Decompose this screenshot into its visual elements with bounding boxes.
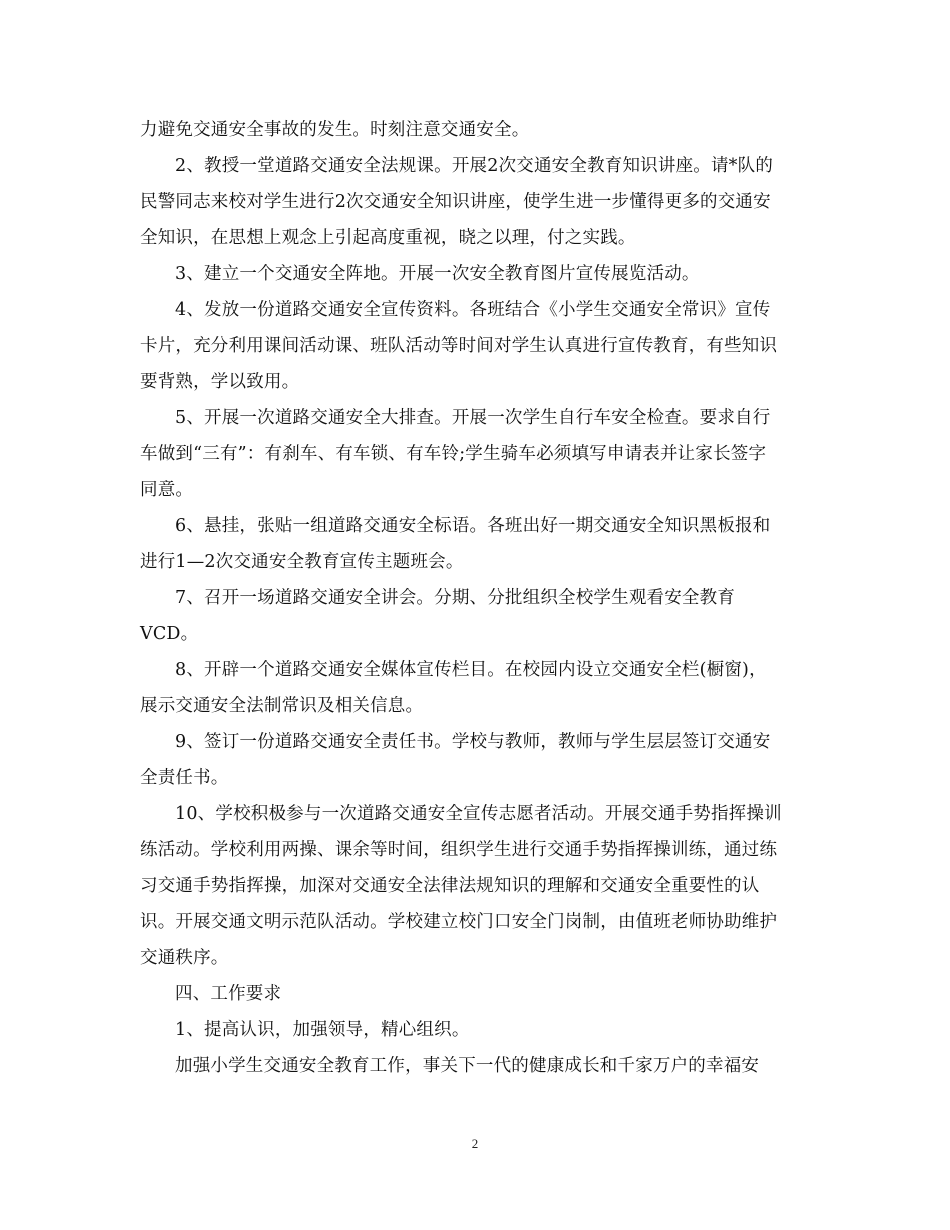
page-number: 2 — [471, 1136, 479, 1151]
paragraph-line: 全责任书。 — [140, 768, 229, 788]
paragraph — [140, 112, 810, 148]
paragraph — [140, 580, 810, 652]
paragraph-line: 进行1—2次交通安全教育宣传主题班会。 — [140, 552, 464, 572]
paragraph-line: 力避免交通安全事故的发生。时刻注意交通安全。 — [140, 120, 530, 140]
paragraph-line: 7、召开一场道路交通安全讲会。分期、分批组织全校学生观看安全教育 — [175, 588, 736, 608]
paragraph — [140, 724, 810, 796]
paragraph-line: 练活动。学校利用两操、课余等时间，组织学生进行交通手势指挥操训练，通过练 — [140, 840, 778, 860]
paragraph-line: 9、签订一份道路交通安全责任书。学校与教师，教师与学生层层签订交通安 — [175, 732, 771, 752]
paragraph-line: 3、建立一个交通安全阵地。开展一次安全教育图片宣传展览活动。 — [175, 264, 700, 284]
paragraph-line: 加强小学生交通安全教育工作，事关下一代的健康成长和千家万户的幸福安 — [175, 1056, 760, 1076]
paragraph-line: 4、发放一份道路交通安全宣传资料。各班结合《小学生交通安全常识》宣传 — [175, 300, 771, 320]
paragraph — [140, 1012, 810, 1048]
paragraph — [140, 400, 810, 508]
paragraph-line: 2、教授一堂道路交通安全法规课。开展2次交通安全教育知识讲座。请*队的 — [175, 156, 774, 176]
paragraph — [140, 976, 810, 1012]
paragraph — [140, 256, 810, 292]
paragraph-line: 四、工作要求 — [175, 984, 282, 1004]
paragraph-line: 识。开展交通文明示范队活动。学校建立校门口安全门岗制，由值班老师协助维护 — [140, 912, 778, 932]
paragraph — [140, 796, 810, 976]
paragraph-line: 6、悬挂，张贴一组道路交通安全标语。各班出好一期交通安全知识黑板报和 — [175, 516, 771, 536]
paragraph-line: 民警同志来校对学生进行2次交通安全知识讲座，使学生进一步懂得更多的交通安 — [140, 192, 771, 212]
paragraph-line: 交通秩序。 — [140, 948, 229, 968]
paragraph-line: 同意。 — [140, 480, 194, 500]
paragraph-line: 1、提高认识，加强领导，精心组织。 — [175, 1020, 470, 1040]
paragraph-line: 展示交通安全法制常识及相关信息。 — [140, 696, 424, 716]
paragraph-line: 要背熟，学以致用。 — [140, 372, 300, 392]
paragraph-line: 习交通手势指挥操，加深对交通安全法律法规知识的理解和交通安全重要性的认 — [140, 876, 760, 896]
paragraph — [140, 652, 810, 724]
paragraph — [140, 148, 810, 256]
paragraph-line: 车做到“三有”：有刹车、有车锁、有车铃;学生骑车必须填写申请表并让家长签字 — [140, 444, 767, 464]
paragraph-line: 10、学校积极参与一次道路交通安全宣传志愿者活动。开展交通手势指挥操训 — [175, 804, 782, 824]
paragraph-line: 全知识，在思想上观念上引起高度重视，晓之以理，付之实践。 — [140, 228, 636, 248]
paragraph — [140, 508, 810, 580]
paragraph-line: 卡片，充分利用课间活动课、班队活动等时间对学生认真进行宣传教育，有些知识 — [140, 336, 778, 356]
paragraph-line: 8、开辟一个道路交通安全媒体宣传栏目。在校园内设立交通安全栏(橱窗)， — [175, 660, 767, 680]
document-body — [140, 112, 810, 1084]
paragraph-line: 5、开展一次道路交通安全大排查。开展一次学生自行车安全检查。要求自行 — [175, 408, 771, 428]
paragraph — [140, 1048, 810, 1084]
paragraph — [140, 292, 810, 400]
paragraph-line: VCD。 — [140, 624, 199, 644]
